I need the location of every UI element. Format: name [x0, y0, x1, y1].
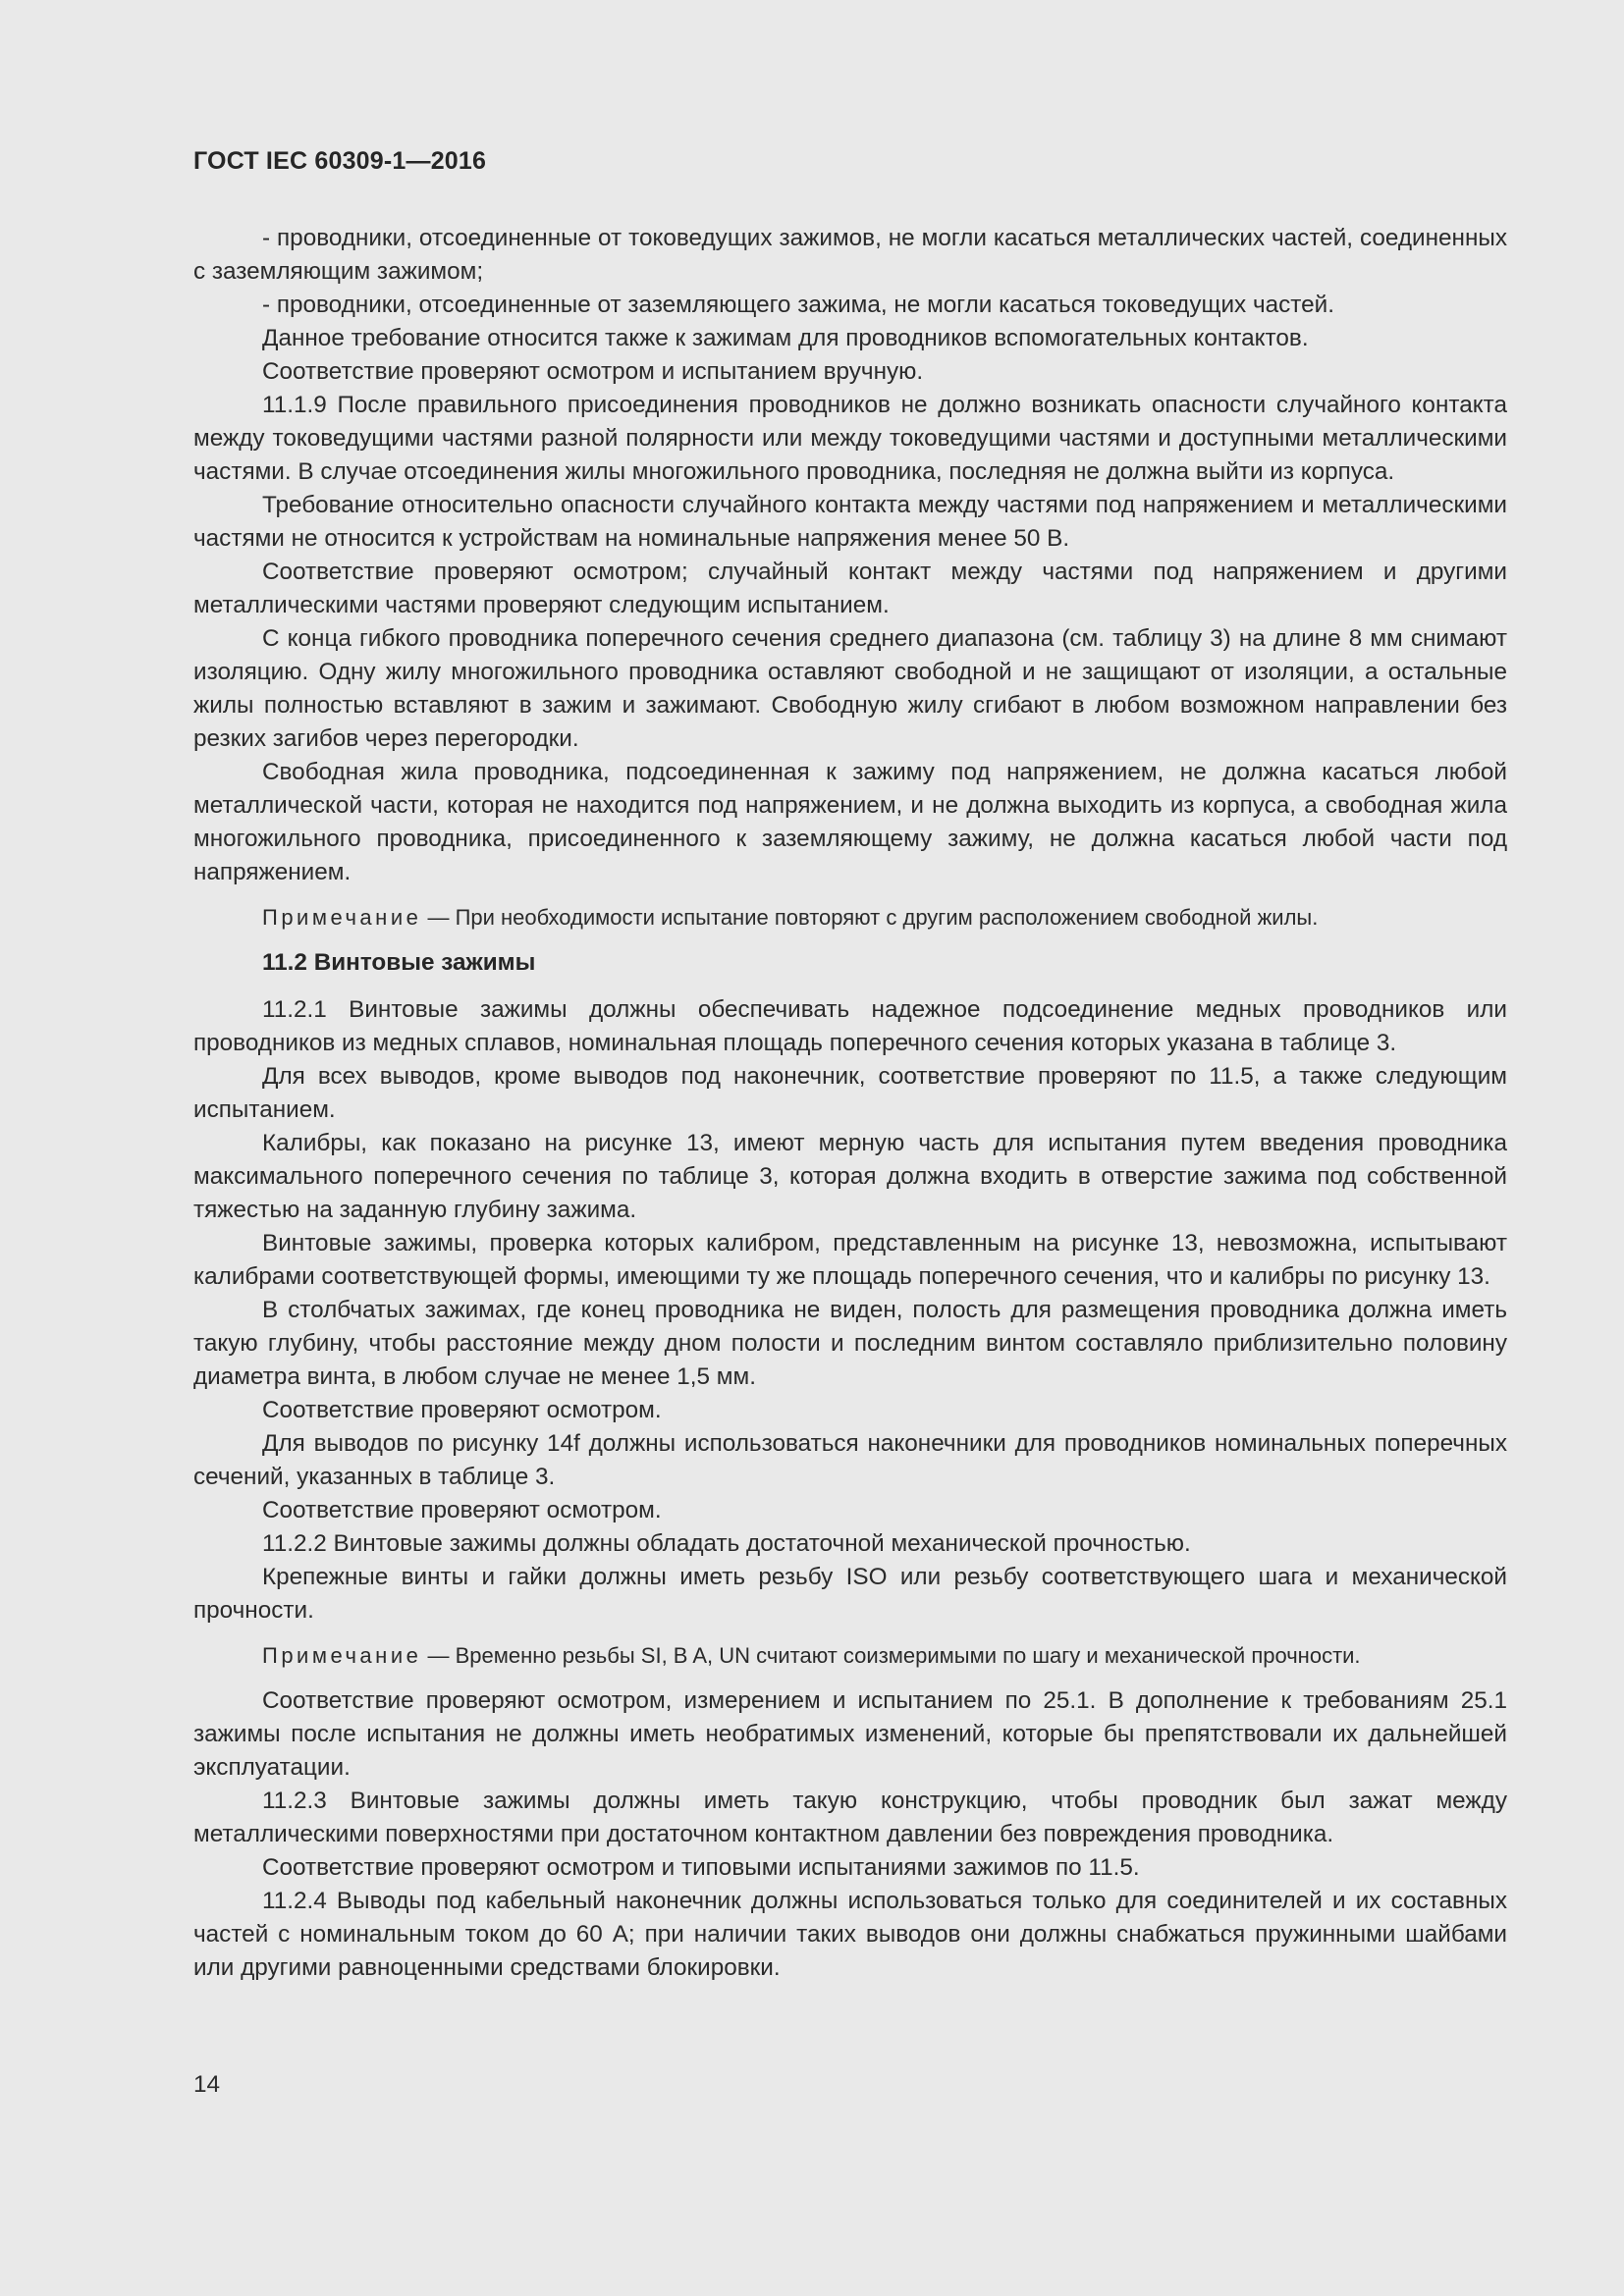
section-heading: 11.2 Винтовые зажимы — [262, 949, 536, 976]
paragraph: Данное требование относится также к зажимам для проводников вспомогательных контактов. — [262, 325, 1309, 351]
note-label: Примечание — [262, 1643, 422, 1668]
paragraph: Требование относительно опасности случайного контакта между частями под напряжением и металлическими частями не относится к устройствам на номинальные напряжения менее 50 В. — [193, 492, 1507, 552]
paragraph: 11.1.9 После правильного присоединения проводников не должно возникать опасности случайного контакта между токоведущими частями разной полярности или между токоведущими частями и доступными металлическими частями. В случае отсоединения жилы многожильного проводника, последняя не должна выйти из корпуса. — [193, 392, 1507, 485]
paragraph: Калибры, как показано на рисунке 13, имеют мерную часть для испытания путем введения проводника максимального поперечного сечения по таблице 3, которая должна входить в отверстие зажима под собственной тяжестью на заданную глубину зажима. — [193, 1130, 1507, 1223]
paragraph: Соответствие проверяют осмотром, измерением и испытанием по 25.1. В дополнение к требованиям 25.1 зажимы после испытания не должны иметь необратимых изменений, которые бы препятствовали их дальнейшей эксплуатации. — [193, 1687, 1507, 1781]
paragraph: Соответствие проверяют осмотром. — [262, 1497, 662, 1523]
note-text: — При необходимости испытание повторяют с другим расположением свободной жилы. — [421, 905, 1319, 930]
paragraph: Соответствие проверяют осмотром и испытанием вручную. — [262, 358, 924, 385]
document-body — [193, 222, 1507, 1985]
paragraph: - проводники, отсоединенные от заземляющего зажима, не могли касаться токоведущих частей. — [262, 292, 1334, 318]
note — [193, 903, 1507, 933]
paragraph: Для всех выводов, кроме выводов под наконечник, соответствие проверяют по 11.5, а также следующим испытанием. — [193, 1063, 1507, 1123]
paragraph: 11.2.3 Винтовые зажимы должны иметь такую конструкцию, чтобы проводник был зажат между металлическими поверхностями при достаточном контактном давлении без повреждения проводника. — [193, 1788, 1507, 1847]
paragraph: С конца гибкого проводника поперечного сечения среднего диапазона (см. таблицу 3) на длине 8 мм снимают изоляцию. Одну жилу многожильного проводника оставляют свободной и не защищают от изоляции, а остальные жилы полностью вставляют в зажим и зажимают. Свободную жилу сгибают в любом возможном направлении без резких загибов через перегородки. — [193, 625, 1507, 752]
note-text: — Временно резьбы SI, B A, UN считают соизмеримыми по шагу и механической прочности. — [421, 1643, 1361, 1668]
paragraph: Винтовые зажимы, проверка которых калибром, представленным на рисунке 13, невозможна, испытывают калибрами соответствующей формы, имеющими ту же площадь поперечного сечения, что и калибры по рисунку 13. — [193, 1230, 1507, 1290]
paragraph: Для выводов по рисунку 14f должны использоваться наконечники для проводников номинальных поперечных сечений, указанных в таблице 3. — [193, 1430, 1507, 1490]
paragraph: Соответствие проверяют осмотром; случайный контакт между частями под напряжением и другими металлическими частями проверяют следующим испытанием. — [193, 559, 1507, 618]
paragraph: Крепежные винты и гайки должны иметь резьбу ISO или резьбу соответствующего шага и механической прочности. — [193, 1564, 1507, 1624]
paragraph: Свободная жила проводника, подсоединенная к зажиму под напряжением, не должна касаться любой металлической части, которая не находится под напряжением, и не должна выходить из корпуса, а свободная жила многожильного проводника, присоединенного к заземляющему зажиму, не должна касаться любой части под напряжением. — [193, 759, 1507, 885]
note — [193, 1641, 1507, 1671]
page-number: 14 — [193, 2071, 221, 2098]
paragraph: Соответствие проверяют осмотром. — [262, 1397, 662, 1423]
paragraph: 11.2.1 Винтовые зажимы должны обеспечивать надежное подсоединение медных проводников или проводников из медных сплавов, номинальная площадь поперечного сечения которых указана в таблице 3. — [193, 996, 1507, 1056]
paragraph: - проводники, отсоединенные от токоведущих зажимов, не могли касаться металлических частей, соединенных с заземляющим зажимом; — [193, 225, 1507, 285]
paragraph: В столбчатых зажимах, где конец проводника не виден, полость для размещения проводника должна иметь такую глубину, чтобы расстояние между дном полости и последним винтом составляло приблизительно половину диаметра винта, в любом случае не менее 1,5 мм. — [193, 1297, 1507, 1390]
document-header: ГОСТ IEC 60309-1—2016 — [193, 147, 487, 175]
paragraph: 11.2.4 Выводы под кабельный наконечник должны использоваться только для соединителей и их составных частей с номинальным током до 60 А; при наличии таких выводов они должны снабжаться пружинными шайбами или другими равноценными средствами блокировки. — [193, 1888, 1507, 1981]
paragraph: 11.2.2 Винтовые зажимы должны обладать достаточной механической прочностью. — [262, 1530, 1191, 1557]
paragraph: Соответствие проверяют осмотром и типовыми испытаниями зажимов по 11.5. — [262, 1854, 1140, 1881]
note-label: Примечание — [262, 905, 422, 930]
